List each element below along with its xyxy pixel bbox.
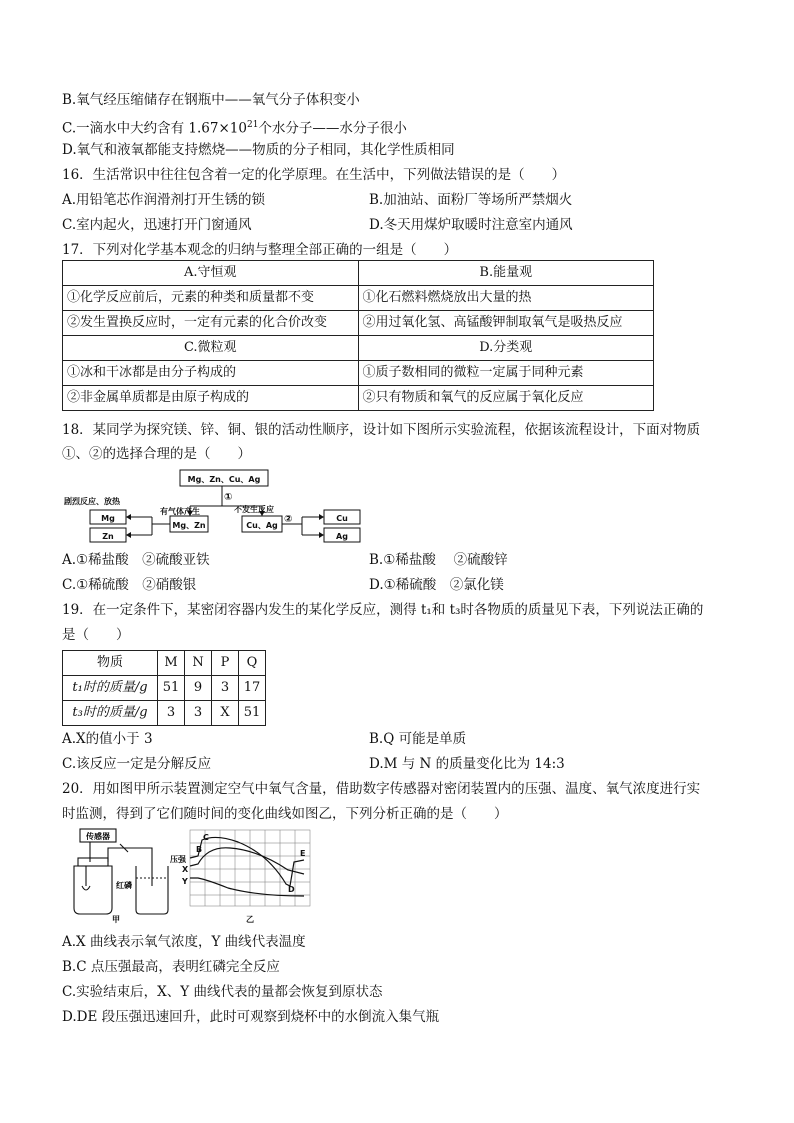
q17-c-item-1: ①冰和干冰都是由分子构成的 <box>63 361 359 386</box>
q17-table <box>62 260 654 411</box>
q16-option-d[interactable]: D.冬天用煤炉取暖时注意室内通风 <box>369 217 573 233</box>
q17-b-item-2: ②用过氧化氢、高锰酸钾制取氧气是吸热反应 <box>358 311 654 336</box>
q19-header-q: Q <box>239 651 266 676</box>
q19-stem-line-1: 19．在一定条件下，某密闭容器内发生的某化学反应，测得 t₁和 t₃时各物质的质量见下表，下列说法正确的 <box>62 602 704 618</box>
q19-table-header <box>63 651 266 676</box>
q19-header-p: P <box>212 651 239 676</box>
q17-d-item-1: ①质子数相同的微粒一定属于同种元素 <box>358 361 654 386</box>
q15-option-d: D.氧气和液氧都能支持燃烧——物质的分子相同，其化学性质相同 <box>62 142 455 158</box>
table-cell: 51 <box>158 676 185 701</box>
x-curve <box>190 848 304 874</box>
q20-stem-line-1: 20．用如图甲所示装置测定空气中氧气含量，借助数字传感器对密闭装置内的压强、温度、氧气浓度进行实 <box>62 781 701 797</box>
q18-option-b[interactable]: B.①稀盐酸 ②硫酸锌 <box>369 552 508 568</box>
table-cell: 3 <box>158 701 185 726</box>
q18-label-cu: Cu <box>336 514 348 523</box>
q15-option-c-text-end: 个水分子——水分子很小 <box>258 120 407 137</box>
q20-option-b[interactable]: B.C 点压强最高，表明红磷完全反应 <box>62 959 280 975</box>
q20-option-a[interactable]: A.X 曲线表示氧气浓度，Y 曲线代表温度 <box>62 934 306 950</box>
q20-label-jia: 甲 <box>112 915 120 924</box>
q18-label-cu-ag: Cu、Ag <box>246 521 278 530</box>
q18-stem-line-1: 18．某同学为探究镁、锌、铜、银的活动性顺序，设计如下图所示实验流程，依据该流程设计，下面对物质 <box>62 422 701 438</box>
q20-stem-line-2: 时监测，得到了它们随时间的变化曲线如图乙，下列分析正确的是（ ） <box>62 806 508 822</box>
table-cell: 51 <box>239 701 266 726</box>
q15-option-c-text: C.一滴水中大约含有 1.67×10 <box>62 120 247 137</box>
gas-collecting-bottle <box>74 866 112 914</box>
q18-label-no-reaction: 不发生反应 <box>234 505 274 514</box>
q19-header-substance: 物质 <box>63 651 158 676</box>
q18-label-violent: 剧烈反应、放热 <box>64 497 120 506</box>
q19-option-d[interactable]: D.M 与 N 的质量变化比为 14:3 <box>369 756 565 772</box>
table-row <box>63 701 266 726</box>
q18-label-mg: Mg <box>101 514 115 523</box>
q18-stem-line-2: ①、②的选择合理的是（ ） <box>62 446 251 462</box>
q17-c-item-2: ②非金属单质都是由原子构成的 <box>63 386 359 411</box>
q17-stem: 17．下列对化学基本观念的归纳与整理全部正确的一组是（ ） <box>62 242 458 258</box>
q15-option-c-exponent: 21 <box>246 120 259 130</box>
q17-a-item-2: ②发生置换反应时，一定有元素的化合价改变 <box>63 311 359 336</box>
q17-d-item-2: ②只有物质和氧气的反应属于氧化反应 <box>358 386 654 411</box>
q16-option-b[interactable]: B.加油站、面粉厂等场所严禁烟火 <box>369 192 573 208</box>
q19-option-c[interactable]: C.该反应一定是分解反应 <box>62 756 212 772</box>
q17-a-header: A.守恒观 <box>63 261 359 286</box>
q16-option-a[interactable]: A.用铅笔芯作润滑剂打开生锈的锁 <box>62 192 266 208</box>
q18-label-all-metals: Mg、Zn、Cu、Ag <box>187 475 261 484</box>
q20-label-e: E <box>300 849 306 858</box>
q20-curve-figure <box>168 826 318 924</box>
q18-label-reagent-1: ① <box>224 492 233 503</box>
table-cell: X <box>212 701 239 726</box>
q19-table <box>62 650 266 726</box>
q19-header-n: N <box>185 651 212 676</box>
q18-option-c[interactable]: C.①稀硫酸 ②硝酸银 <box>62 577 197 593</box>
q20-label-x: X <box>182 865 189 874</box>
q17-b-header: B.能量观 <box>358 261 654 286</box>
q15-option-b: B.氧气经压缩储存在钢瓶中——氧气分子体积变小 <box>62 92 360 108</box>
q20-label-pressure: 压强 <box>170 855 186 864</box>
q20-option-c[interactable]: C.实验结束后，X、Y 曲线代表的量都会恢复到原状态 <box>62 984 383 1000</box>
q19-option-b[interactable]: B.Q 可能是单质 <box>369 731 467 747</box>
q17-d-header: D.分类观 <box>358 336 654 361</box>
table-cell: 3 <box>185 701 212 726</box>
q18-option-d[interactable]: D.①稀硫酸 ②氯化镁 <box>369 577 504 593</box>
q18-label-gas: 有气体产生 <box>160 507 200 516</box>
q19-option-a[interactable]: A.X的值小于 3 <box>62 731 153 747</box>
q16-option-c[interactable]: C.室内起火，迅速打开门窗通风 <box>62 217 252 233</box>
y-curve <box>190 878 304 896</box>
pressure-curve <box>190 837 304 886</box>
q20-label-yi: 乙 <box>246 915 254 924</box>
table-cell: 3 <box>212 676 239 701</box>
q19-stem-line-2: 是（ ） <box>62 627 130 643</box>
q20-label-y: Y <box>182 877 188 886</box>
q20-label-sensor: 传感器 <box>86 832 110 841</box>
q18-label-zn: Zn <box>102 532 114 541</box>
q17-a-item-1: ①化学反应前后，元素的种类和质量都不变 <box>63 286 359 311</box>
q18-label-mg-zn: Mg、Zn <box>172 521 206 530</box>
q17-b-item-1: ①化石燃料燃烧放出大量的热 <box>358 286 654 311</box>
q15-option-c <box>62 116 407 138</box>
q18-flow-diagram <box>62 464 382 548</box>
q19-row1-label: t₁时的质量/g <box>63 676 158 701</box>
q16-stem: 16．生活常识中往往包含着一定的化学原理。在生活中，下列做法错误的是（ ） <box>62 167 566 183</box>
q20-apparatus-figure <box>66 826 170 924</box>
q17-c-header: C.微粒观 <box>63 336 359 361</box>
q18-label-ag: Ag <box>336 532 348 541</box>
q20-label-c: C <box>203 833 209 842</box>
q20-option-d[interactable]: D.DE 段压强迅速回升，此时可观察到烧杯中的水倒流入集气瓶 <box>62 1009 440 1025</box>
q20-label-d: D <box>288 885 295 894</box>
table-row <box>63 676 266 701</box>
q20-label-red-phosphorus: 红磷 <box>116 881 132 890</box>
table-cell: 17 <box>239 676 266 701</box>
q19-header-m: M <box>158 651 185 676</box>
table-cell: 9 <box>185 676 212 701</box>
q18-option-a[interactable]: A.①稀盐酸 ②硫酸亚铁 <box>62 552 210 568</box>
q18-label-reagent-2: ② <box>284 514 293 525</box>
q19-row2-label: t₃时的质量/g <box>63 701 158 726</box>
q20-label-b: B <box>196 845 203 854</box>
